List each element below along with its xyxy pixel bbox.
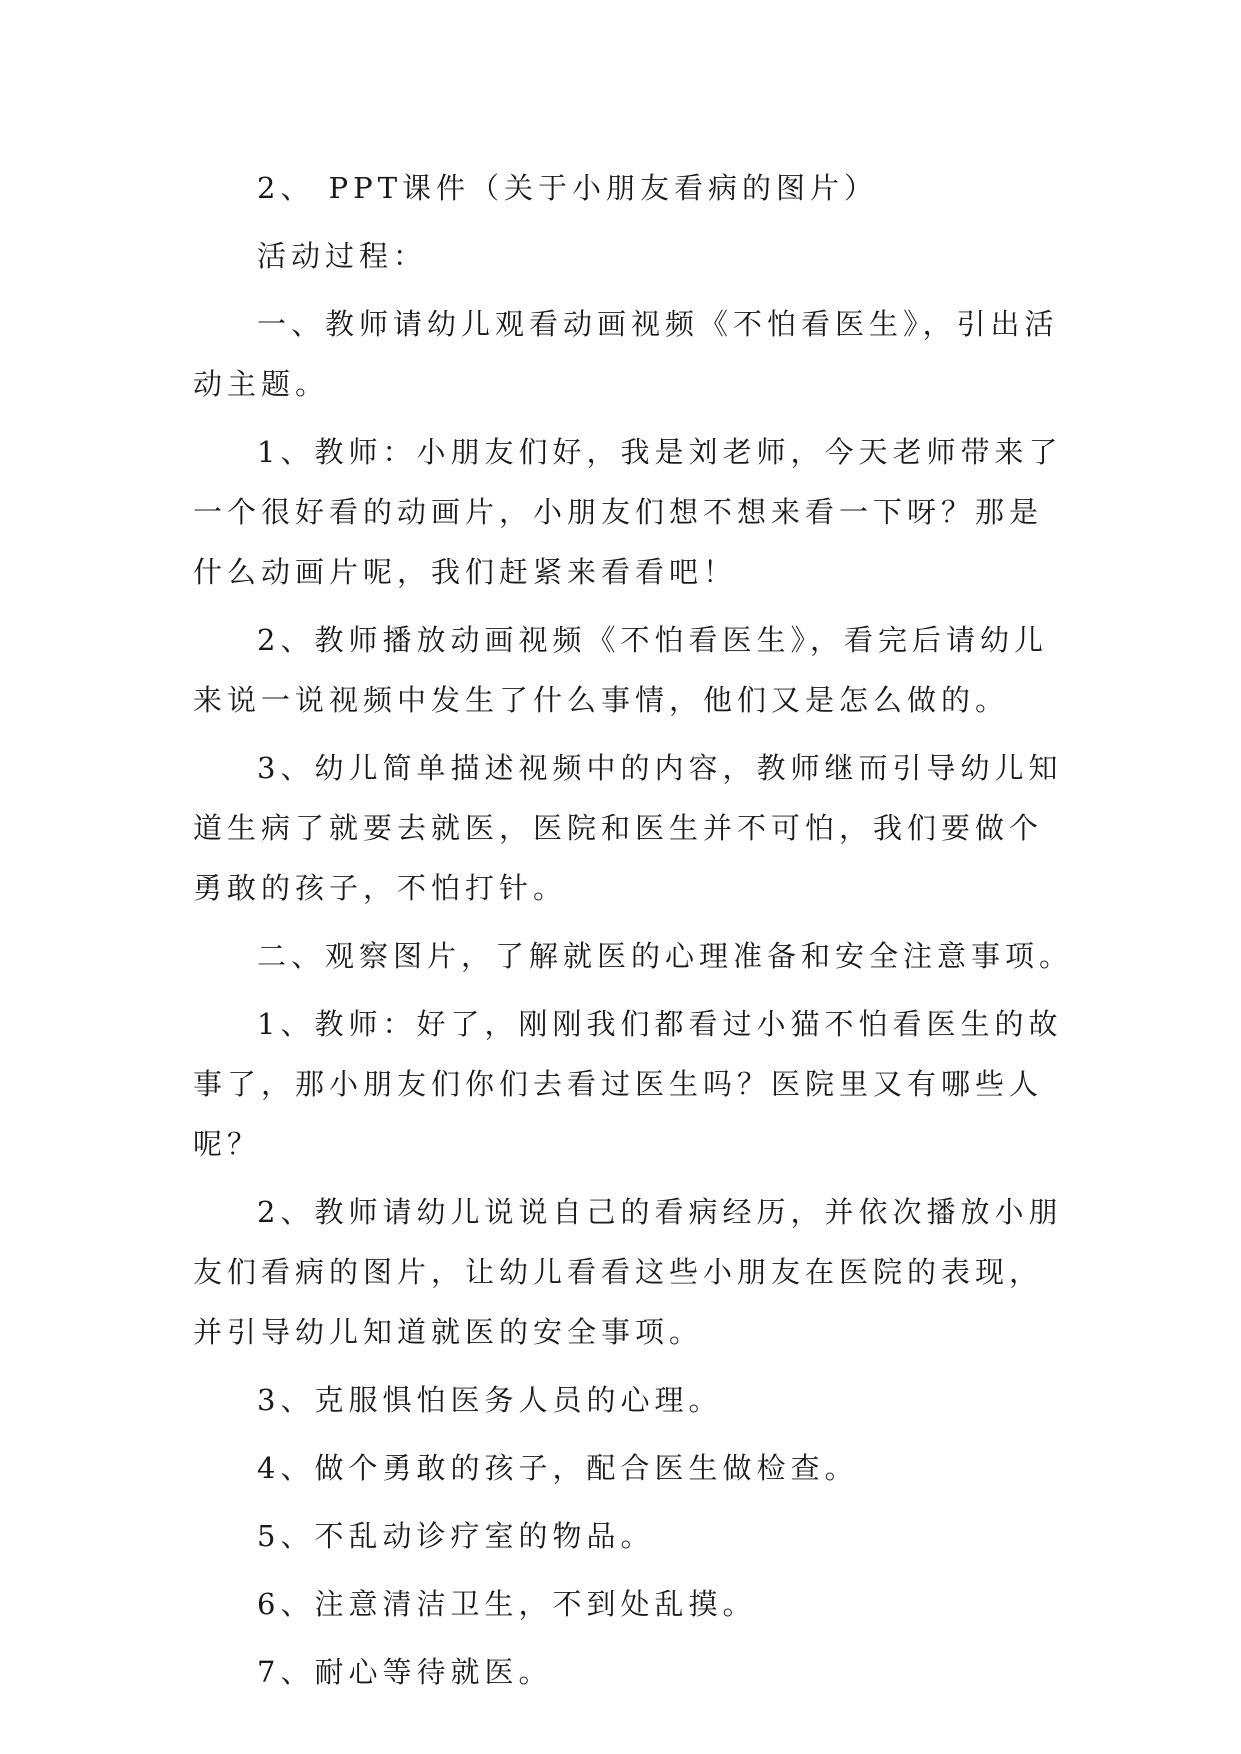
section-one-heading: 一、教师请幼儿观看动画视频《不怕看医生》，引出活动主题。 <box>193 307 1059 401</box>
section-two-step-2: 2、教师请幼儿说说自己的看病经历，并依次播放小朋友们看病的图片，让幼儿看看这些小朋友在医院的表现，并引导幼儿知道就医的安全事项。 <box>193 1195 1063 1349</box>
materials-item-2: 2、 PPT课件（关于小朋友看病的图片） <box>257 171 879 205</box>
section-one-step-1: 1、教师：小朋友们好，我是刘老师，今天老师带来了一个很好看的动画片，小朋友们想不想来看一下呀？那是什么动画片呢，我们赶紧来看看吧！ <box>193 435 1063 589</box>
document-body <box>193 158 1073 1710</box>
section-two-step-7: 7、耐心等待就医。 <box>257 1655 553 1689</box>
activity-process-heading: 活动过程： <box>257 239 428 273</box>
section-two-step-1: 1、教师：好了，刚刚我们都看过小猫不怕看医生的故事了，那小朋友们你们去看过医生吗？医院里又有哪些人呢？ <box>193 1007 1063 1161</box>
section-two-step-5: 5、不乱动诊疗室的物品。 <box>257 1519 655 1553</box>
section-two-step-4: 4、做个勇敢的孩子，配合医生做检查。 <box>257 1451 859 1485</box>
section-two-step-3: 3、克服惧怕医务人员的心理。 <box>257 1383 723 1417</box>
section-two-heading: 二、观察图片，了解就医的心理准备和安全注意事项。 <box>257 939 1074 973</box>
section-two-step-6: 6、注意清洁卫生，不到处乱摸。 <box>257 1587 757 1621</box>
section-one-step-3: 3、幼儿简单描述视频中的内容，教师继而引导幼儿知道生病了就要去就医，医院和医生并不可怕，我们要做个勇敢的孩子，不怕打针。 <box>193 751 1063 905</box>
section-one-step-2: 2、教师播放动画视频《不怕看医生》，看完后请幼儿来说一说视频中发生了什么事情，他们又是怎么做的。 <box>193 623 1048 717</box>
